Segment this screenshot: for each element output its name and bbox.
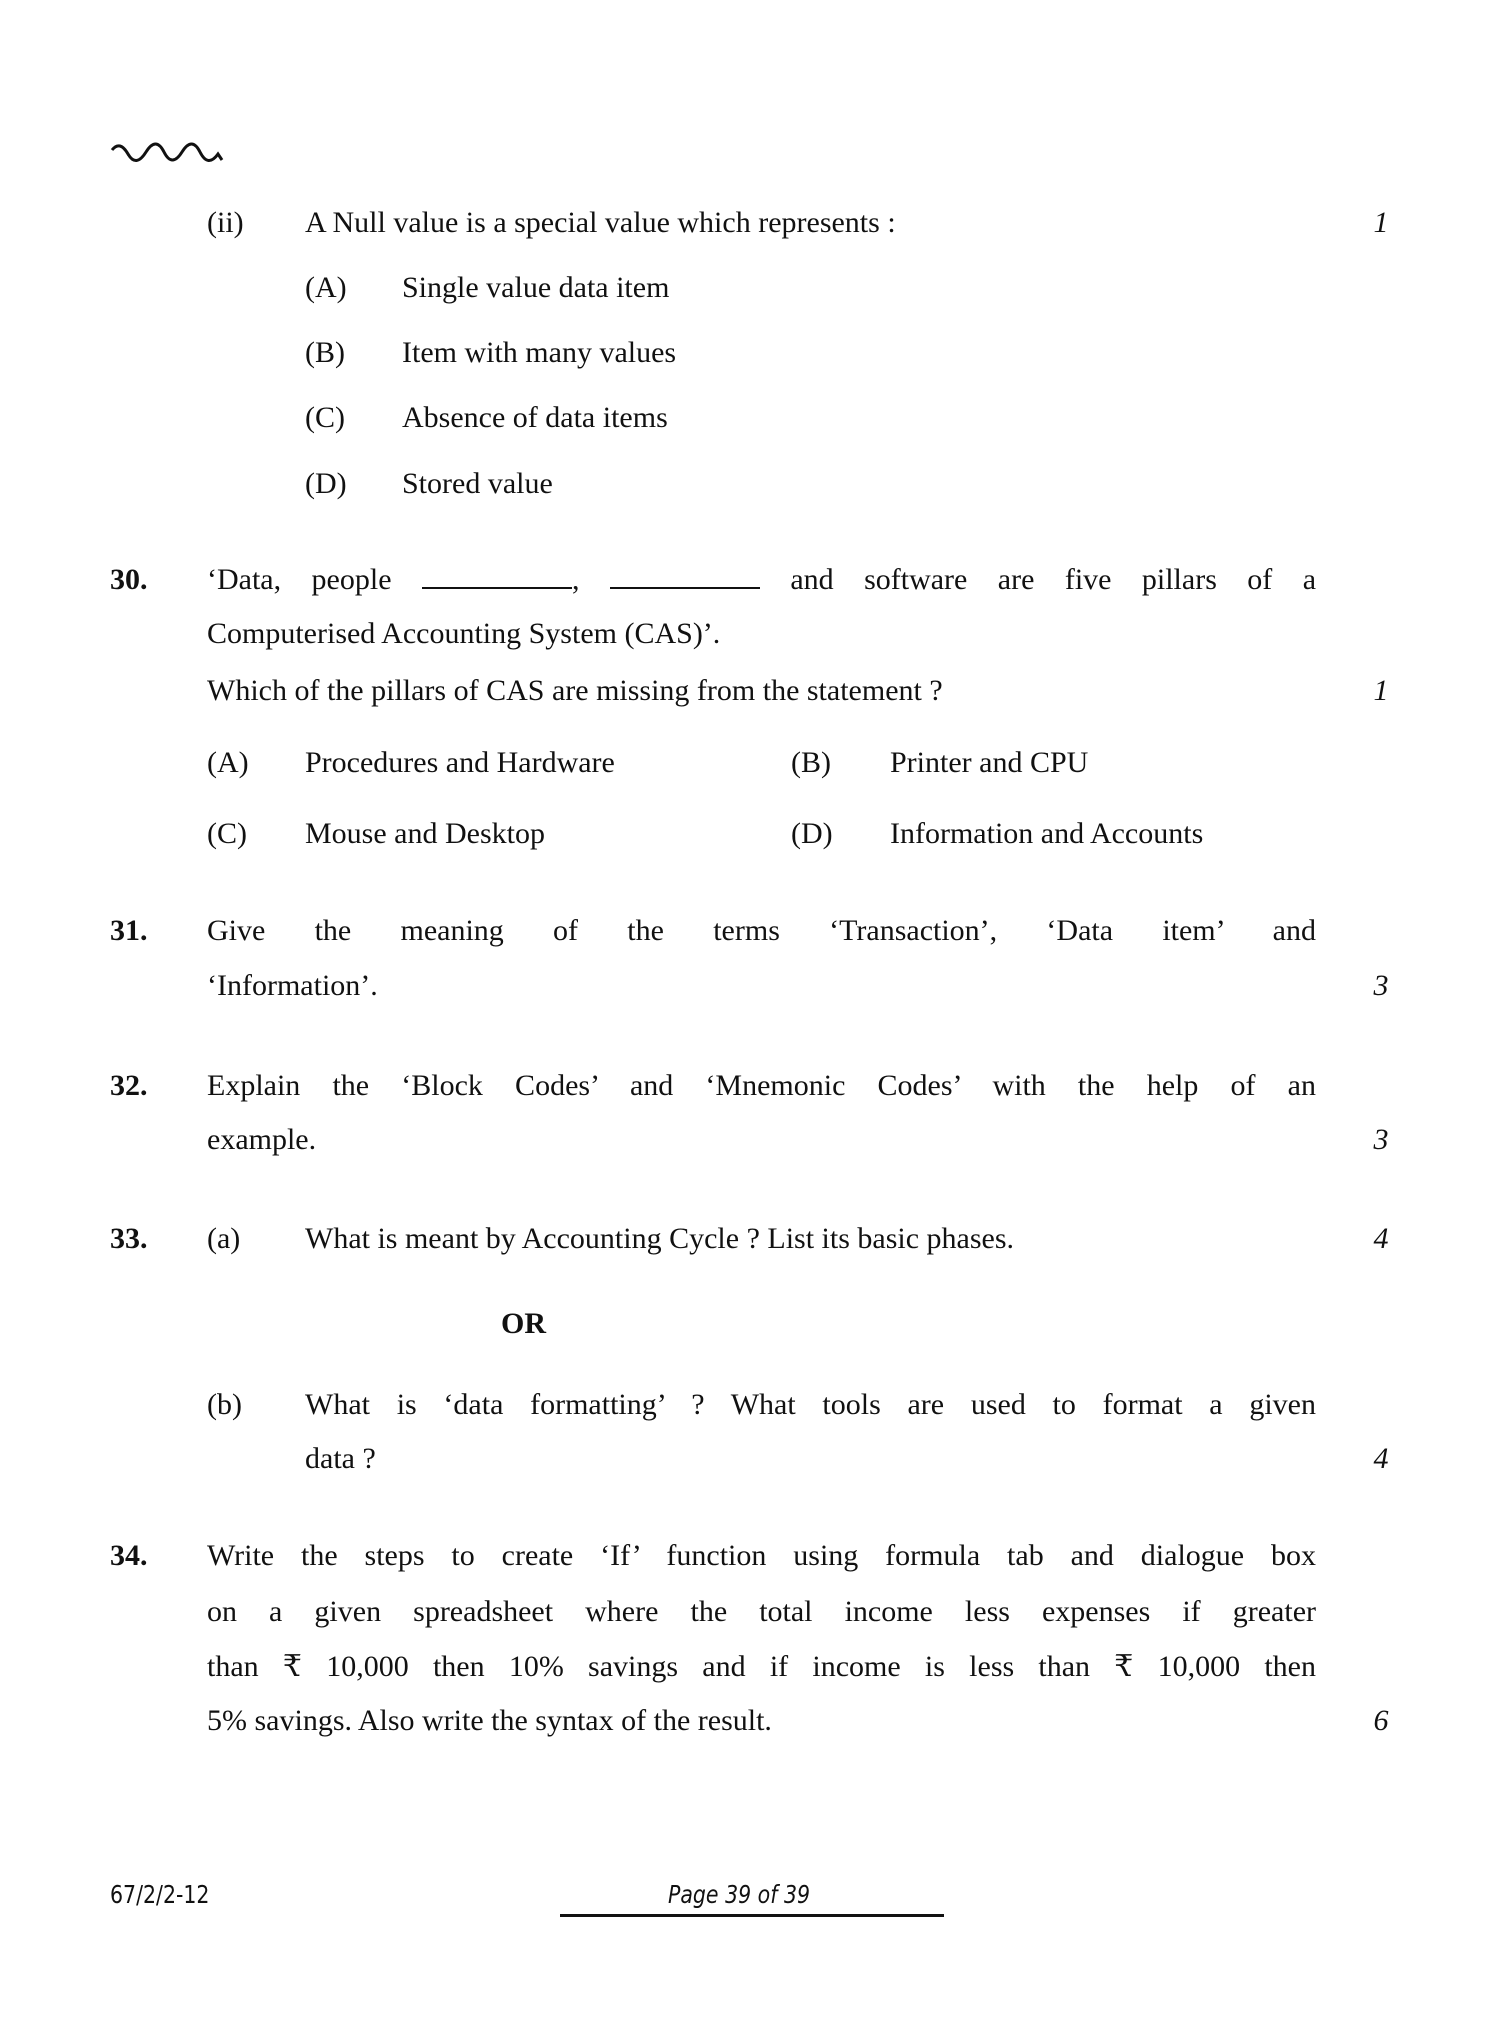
text-fragment: ‘Data, people [207,563,392,596]
text-fragment: and software are five pillars of a [790,563,1317,596]
option-text: Printer and CPU [890,746,1089,779]
question-line: Write the steps to create ‘If’ function using formula tab and dialogue box [207,1539,1316,1572]
option-text: Item with many values [402,336,677,369]
option-label: (B) [305,336,345,369]
marks: 4 [1373,1222,1389,1255]
sub-question-label: (ii) [207,206,244,239]
option-text: Procedures and Hardware [305,746,615,779]
question-text: What is meant by Accounting Cycle ? List its basic phases. [305,1222,1015,1255]
option-label: (C) [207,817,247,850]
question-line: on a given spreadsheet where the total income less expenses if greater [207,1595,1316,1628]
question-number: 34. [110,1539,148,1572]
sub-question-label: (b) [207,1388,242,1421]
blank [422,567,572,589]
question-line: Give the meaning of the terms ‘Transaction’, ‘Data item’ and [207,914,1316,947]
option-text: Mouse and Desktop [305,817,545,850]
option-text: Information and Accounts [890,817,1204,850]
question-line: What is ‘data formatting’ ? What tools are used to format a given [305,1388,1316,1421]
question-text: A Null value is a special value which represents : [305,206,896,239]
question-number: 33. [110,1222,148,1255]
question-line: Explain the ‘Block Codes’ and ‘Mnemonic Codes’ with the help of an [207,1069,1316,1102]
footer-rule [560,1914,944,1917]
question-line: Computerised Accounting System (CAS)’. [207,617,721,650]
marks: 6 [1373,1704,1389,1737]
or-separator: OR [501,1307,546,1340]
question-line: data ? [305,1442,376,1475]
question-number: 30. [110,563,148,596]
question-number: 32. [110,1069,148,1102]
page-number: Page 39 of 39 [668,1880,811,1909]
option-label: (A) [305,271,347,304]
option-label: (D) [791,817,833,850]
marks: 4 [1373,1442,1389,1475]
question-line: Which of the pillars of CAS are missing from the statement ? [207,674,943,707]
question-line: ‘Information’. [207,969,378,1002]
option-label: (D) [305,467,347,500]
marks: 3 [1373,969,1389,1002]
question-line: example. [207,1123,317,1156]
question-line: 5% savings. Also write the syntax of the result. [207,1704,772,1737]
question-line [207,562,1316,598]
option-label: (A) [207,746,249,779]
wave-mark-icon [110,140,225,166]
paper-code: 67/2/2-12 [110,1880,210,1909]
question-line: than ₹ 10,000 then 10% savings and if income is less than ₹ 10,000 then [207,1650,1316,1683]
marks: 1 [1373,206,1389,239]
blank [610,567,760,589]
option-label: (B) [791,746,831,779]
marks: 1 [1373,674,1389,707]
option-label: (C) [305,401,345,434]
option-text: Absence of data items [402,401,668,434]
option-text: Single value data item [402,271,670,304]
question-number: 31. [110,914,148,947]
sub-question-label: (a) [207,1222,241,1255]
marks: 3 [1373,1123,1389,1156]
text-fragment: , [571,563,580,596]
option-text: Stored value [402,467,553,500]
